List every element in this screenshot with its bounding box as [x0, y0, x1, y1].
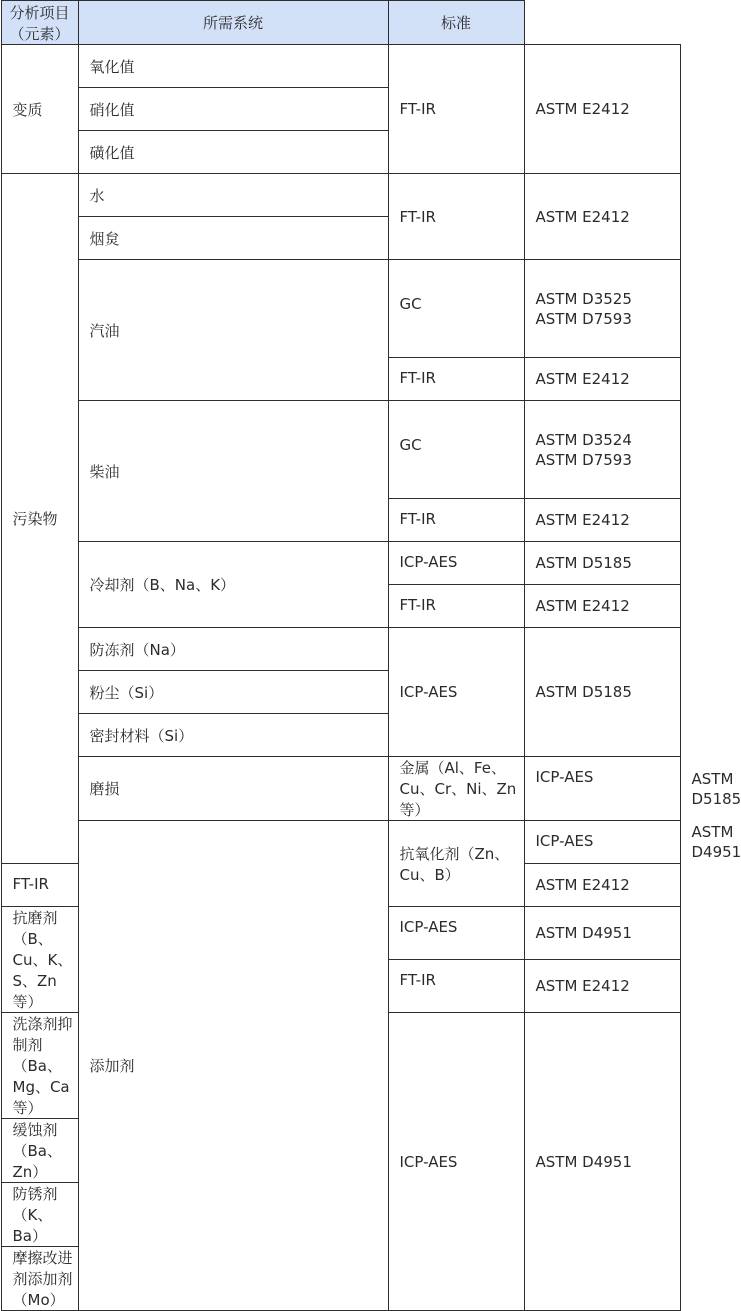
system-cell: FT-IR: [388, 960, 524, 1013]
item-diesel: 柴油: [78, 401, 388, 542]
standard-line: ASTM D3524: [535, 430, 632, 449]
item-coolant: 冷却剂（B、Na、K）: [78, 542, 388, 628]
table-row: 磨损 金属（Al、Fe、Cu、Cr、Ni、Zn等） ICP-AES ASTM D5185: [1, 757, 680, 821]
system-cell: FT-IR: [388, 358, 524, 401]
item-soot: 烟炱: [78, 217, 388, 260]
table-row: [1, 174, 680, 217]
item-sealant: 密封材料（Si）: [78, 714, 388, 757]
item-antifreeze: 防冻剂（Na）: [78, 628, 388, 671]
category-wear: 磨损: [78, 757, 388, 821]
item-gasoline: 汽油: [78, 260, 388, 401]
table-row: 添加剂 抗氧化剂（Zn、Cu、B） ICP-AES ASTM D4951: [1, 821, 680, 864]
system-cell: GC: [388, 260, 524, 358]
item-detergent: 洗涤剂抑制剂（Ba、Mg、Ca等）: [1, 1013, 78, 1119]
table-row: [1, 45, 680, 88]
system-cell: ICP-AES: [524, 757, 680, 821]
system-cell: FT-IR: [1, 864, 78, 907]
standard-cell: ASTM E2412: [524, 960, 680, 1013]
item-antioxidant: 抗氧化剂（Zn、Cu、B）: [388, 821, 524, 907]
system-cell: ICP-AES: [524, 821, 680, 864]
table-row: [1, 628, 680, 671]
standard-line: ASTM D3525: [535, 289, 632, 308]
item-oxidation: 氧化值: [78, 45, 388, 88]
item-corrosion-inhibitor: 缓蚀剂（Ba、Zn）: [1, 1119, 78, 1183]
table-row: [1, 260, 680, 358]
standard-cell: ASTM E2412: [524, 585, 680, 628]
header-system: 所需系统: [78, 1, 388, 45]
item-antiwear: 抗磨剂（B、Cu、K、S、Zn等）: [1, 907, 78, 1013]
category-degradation: 变质: [1, 45, 78, 174]
system-cell: FT-IR: [388, 45, 524, 174]
standard-cell: ASTM D4951: [524, 1013, 680, 1311]
system-cell: ICP-AES: [388, 628, 524, 757]
standard-cell: ASTM E2412: [524, 358, 680, 401]
standard-cell: ASTM E2412: [524, 864, 680, 907]
system-cell: FT-IR: [388, 499, 524, 542]
system-cell: FT-IR: [388, 585, 524, 628]
system-cell: FT-IR: [388, 174, 524, 260]
system-cell: GC: [388, 401, 524, 499]
item-dust: 粉尘（Si）: [78, 671, 388, 714]
header-standard: 标准: [388, 1, 524, 45]
item-nitration: 硝化值: [78, 88, 388, 131]
standard-cell: ASTM D5185: [524, 542, 680, 585]
system-cell: ICP-AES: [388, 542, 524, 585]
table-row: [1, 542, 680, 585]
system-cell: ICP-AES: [388, 907, 524, 960]
item-water: 水: [78, 174, 388, 217]
header-item: 分析项目（元素）: [1, 1, 78, 45]
standard-line: ASTM D7593: [535, 450, 632, 469]
item-metals: 金属（Al、Fe、Cu、Cr、Ni、Zn等）: [388, 757, 524, 821]
standard-cell: ASTM D5185: [524, 628, 680, 757]
item-rust-inhibitor: 防锈剂（K、Ba）: [1, 1183, 78, 1247]
standard-cell: ASTM D4951: [524, 907, 680, 960]
category-contaminants: 污染物: [1, 174, 78, 864]
item-sulfonation: 磺化值: [78, 131, 388, 174]
analysis-table: [1, 0, 741, 1311]
standard-line: ASTM D7593: [535, 309, 632, 328]
standard-cell: ASTM E2412: [524, 499, 680, 542]
table-header-row: [1, 1, 680, 45]
standard-cell: [524, 401, 680, 499]
table-row: [1, 401, 680, 499]
standard-cell: [524, 260, 680, 358]
system-cell: ICP-AES: [388, 1013, 524, 1311]
standard-cell: ASTM E2412: [524, 45, 680, 174]
standard-cell: ASTM E2412: [524, 174, 680, 260]
item-friction-modifier: 摩擦改进剂添加剂（Mo）: [1, 1247, 78, 1311]
category-additives: 添加剂: [78, 821, 388, 1311]
